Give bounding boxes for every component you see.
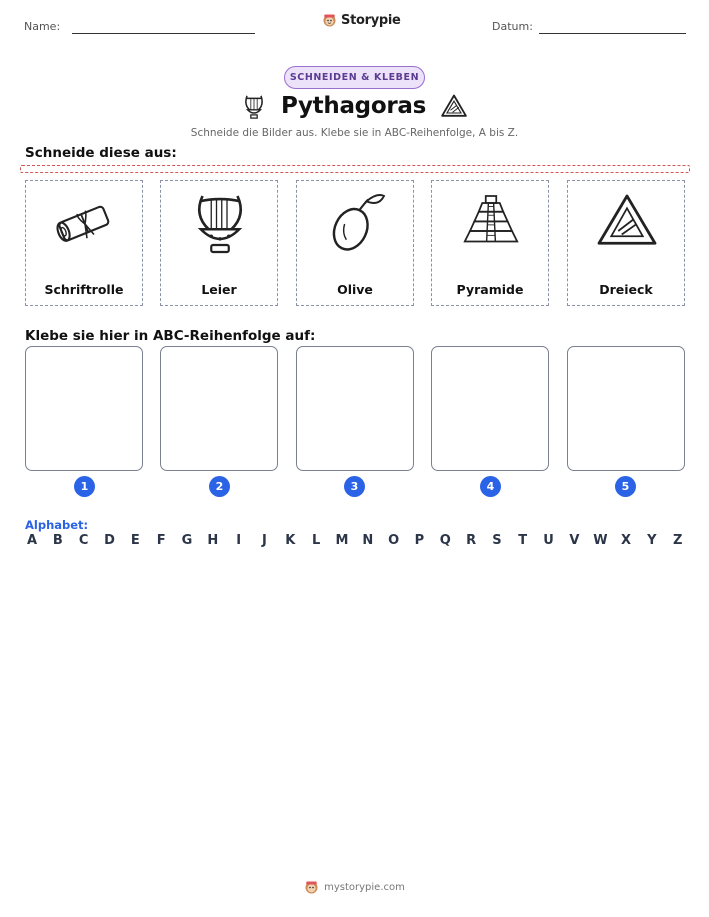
alphabet-letter: J <box>262 533 267 548</box>
mascot-icon <box>304 880 319 895</box>
slot-number-1: 1 <box>74 476 95 497</box>
alphabet-letter: C <box>78 533 89 548</box>
slot-number-4: 4 <box>480 476 501 497</box>
slot-number-5: 5 <box>615 476 636 497</box>
lyre-icon <box>185 189 255 259</box>
instructions: Schneide die Bilder aus. Klebe sie in ABC-Reihenfolge, A bis Z. <box>190 127 519 139</box>
paste-slot-2[interactable] <box>160 346 278 471</box>
footer-site[interactable]: mystorypie.com <box>324 882 405 893</box>
scroll-icon <box>50 189 120 259</box>
alphabet-letter: H <box>207 533 219 548</box>
alphabet-letter: B <box>52 533 63 548</box>
olive-icon <box>321 189 391 259</box>
alphabet-letter: L <box>311 533 321 548</box>
alphabet-letter: D <box>104 533 115 548</box>
alphabet-row <box>25 533 685 548</box>
alphabet-letter: Y <box>647 533 657 548</box>
activity-badge: SCHNEIDEN & KLEBEN <box>284 66 425 89</box>
alphabet-letter: S <box>492 533 502 548</box>
alphabet-letter: O <box>388 533 400 548</box>
cut-card-pyramid[interactable] <box>431 180 549 306</box>
name-line[interactable] <box>72 33 255 34</box>
alphabet-letter: N <box>362 533 374 548</box>
alphabet-letter: X <box>621 533 632 548</box>
brand-logo <box>322 13 401 28</box>
alphabet-letter: P <box>414 533 425 548</box>
paste-section-label: Klebe sie hier in ABC-Reihenfolge auf: <box>25 328 316 344</box>
triangle-sign-icon <box>592 189 662 259</box>
alphabet-letter: U <box>543 533 554 548</box>
alphabet-letter: T <box>518 533 528 548</box>
cut-card-triangle[interactable] <box>567 180 685 306</box>
paste-slot-4[interactable] <box>431 346 549 471</box>
brand-name: Storypie <box>341 13 401 28</box>
alphabet-letter: I <box>236 533 242 548</box>
alphabet-letter: G <box>181 533 193 548</box>
alphabet-label: Alphabet: <box>25 518 89 532</box>
paste-slot-5[interactable] <box>567 346 685 471</box>
paste-slot-3[interactable] <box>296 346 414 471</box>
card-label: Pyramide <box>456 282 524 297</box>
cut-line <box>20 165 690 173</box>
date-line[interactable] <box>539 33 686 34</box>
alphabet-letter: E <box>130 533 140 548</box>
cut-card-lyre[interactable] <box>160 180 278 306</box>
alphabet-letter: A <box>26 533 38 548</box>
cut-card-scroll[interactable] <box>25 180 143 306</box>
card-label: Schriftrolle <box>44 282 124 297</box>
alphabet-letter: V <box>569 533 580 548</box>
title-row <box>0 92 709 120</box>
paste-slot-1[interactable] <box>25 346 143 471</box>
date-label: Datum: <box>492 20 533 33</box>
footer <box>0 880 709 895</box>
alphabet-letter: F <box>156 533 166 548</box>
alphabet-letter: W <box>593 533 608 548</box>
alphabet-letter: Z <box>672 533 683 548</box>
name-label: Name: <box>24 20 61 33</box>
mascot-icon <box>322 13 337 28</box>
alphabet-letter: M <box>335 533 349 548</box>
lyre-icon <box>241 92 267 120</box>
alphabet-letter: K <box>285 533 296 548</box>
card-label: Leier <box>201 282 237 297</box>
cut-card-olive[interactable] <box>296 180 414 306</box>
card-label: Dreieck <box>599 282 653 297</box>
alphabet-letter: Q <box>439 533 451 548</box>
cut-section-label: Schneide diese aus: <box>25 145 177 161</box>
triangle-sign-icon <box>440 93 468 119</box>
alphabet-letter: R <box>466 533 477 548</box>
card-label: Olive <box>337 282 373 297</box>
slot-number-3: 3 <box>344 476 365 497</box>
page-title: Pythagoras <box>281 93 426 119</box>
pyramid-icon <box>456 189 526 259</box>
slot-number-2: 2 <box>209 476 230 497</box>
